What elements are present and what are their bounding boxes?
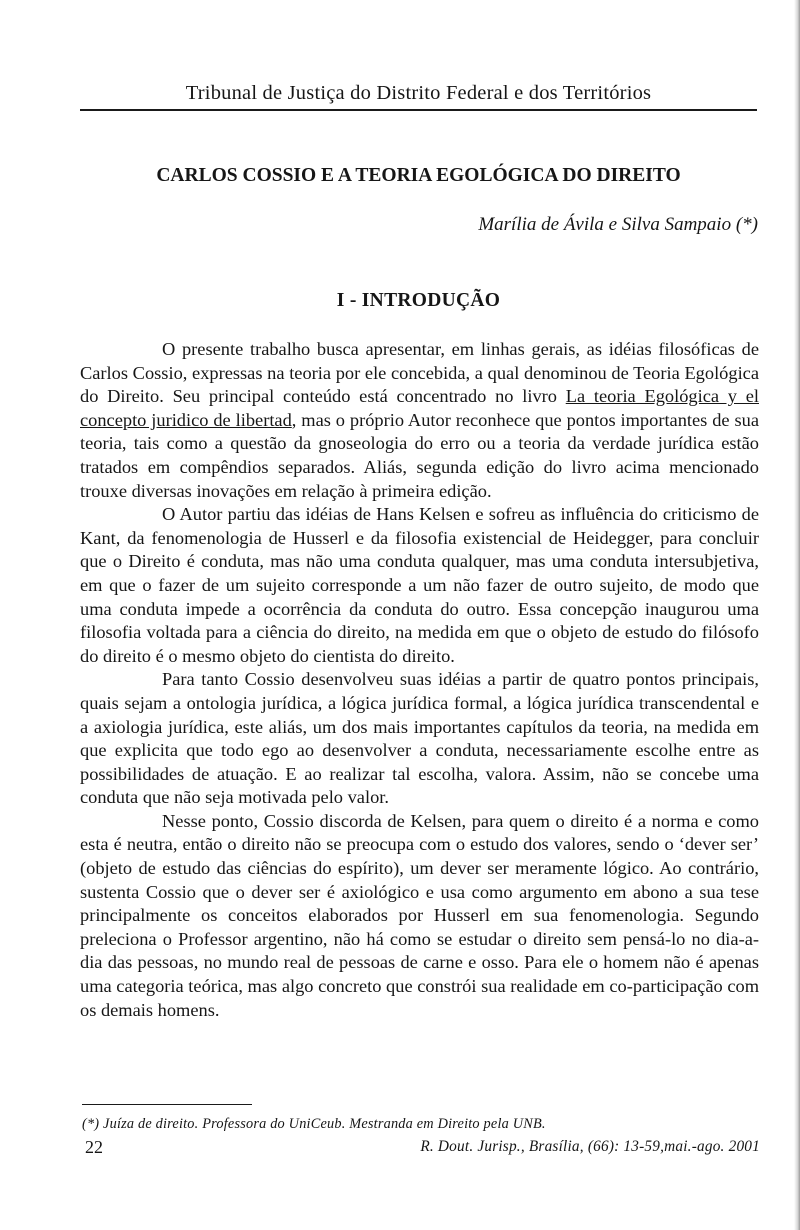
running-head: Tribunal de Justiça do Distrito Federal e dos Territórios: [185, 82, 652, 104]
paragraph-4: Nesse ponto, Cossio discorda de Kelsen, para quem o direito é a norma e como esta é neutra, então o direito não se preocupa com o estudo dos valores, sendo o ‘dever ser’ (objeto de estudo das ciências do espírito), um dever ser meramente lógico. Ao contrário, sustenta Cossio que o dever ser é axiológico e usa como argumento em abono a sua tese principalmente os conceitos elaborados por Husserl em sua fenomenologia. Segundo preleciona o Professor argentino, não há como se estudar o direito sem pensá-lo no dia-a-dia das pessoas, no mundo real de pessoas de carne e osso. Para ele o homem não é apenas uma categoria teórica, mas algo concreto que constrói sua realidade em co-participação com os demais homens.: [80, 810, 759, 1020]
paragraph-2: O Autor partiu das idéias de Hans Kelsen e sofreu as influência do criticismo de Kant, da fenomenologia de Husserl e da filosofia existencial de Heidegger, para concluir que o Direito é conduta, mas não uma conduta qualquer, mas uma conduta intersubjetiva, em que o fazer de um sujeito corresponde a um não fazer de outro sujeito, de modo que uma conduta impede a ocorrência da conduta do outro. Essa concepção inaugurou uma filosofia voltada para a ciência do direito, na medida em que o objeto de estudo do filósofo do direito é o mesmo objeto do cientista do direito.: [80, 504, 759, 666]
header-rule: [80, 109, 757, 111]
article-author: Marília de Ávila e Silva Sampaio (*): [478, 214, 758, 235]
article-title: CARLOS COSSIO E A TEORIA EGOLÓGICA DO DIREITO: [156, 165, 681, 186]
paragraph-1-text-end: , mas o próprio Autor reconhece que pontos importantes de sua teoria, tais como a questão da gnoseologia do erro ou a teoria da verdade jurídica estão tratados em compêndios separados. Aliás, segunda edição do livro acima mencionado trouxe diversas inovações em relação à primeira edição.: [80, 409, 759, 501]
section-heading: I - INTRODUÇÃO: [336, 290, 501, 311]
journal-citation: R. Dout. Jurisp., Brasília, (66): 13-59,mai.-ago. 2001: [420, 1138, 760, 1155]
paragraph-1-text-start: O presente trabalho busca apresentar, em linhas gerais, as idéias filosóficas de Carlos Cossio, expressas na teoria por ele concebida, a qual denominou de Teoria Egológica do Direito. Seu principal conteúdo está concentrado no livro: [80, 339, 759, 407]
footnote-rule: [82, 1104, 252, 1105]
article-body: [80, 338, 759, 1022]
paragraph-3: Para tanto Cossio desenvolveu suas idéias a partir de quatro pontos principais, quais sejam a ontologia jurídica, a lógica jurídica formal, a lógica jurídica transcendental e a axiologia jurídica, este aliás, um dos mais importantes capítulos da teoria, na medida em que explicita que todo ego ao desenvolver a conduta, necessariamente escolhe entre as possibilidades de atuação. E ao realizar tal escolha, valora. Assim, não se concebe uma conduta que não seja motivada pelo valor.: [80, 669, 759, 808]
scan-edge-shadow: [794, 0, 800, 1230]
paragraph-1: [80, 338, 759, 503]
book-title: La teoria Egológica y el concepto juridico de libertad: [80, 386, 759, 430]
footnote: (*) Juíza de direito. Professora do UniCeub. Mestranda em Direito pela UNB.: [82, 1116, 546, 1132]
page-number: 22: [85, 1137, 103, 1157]
